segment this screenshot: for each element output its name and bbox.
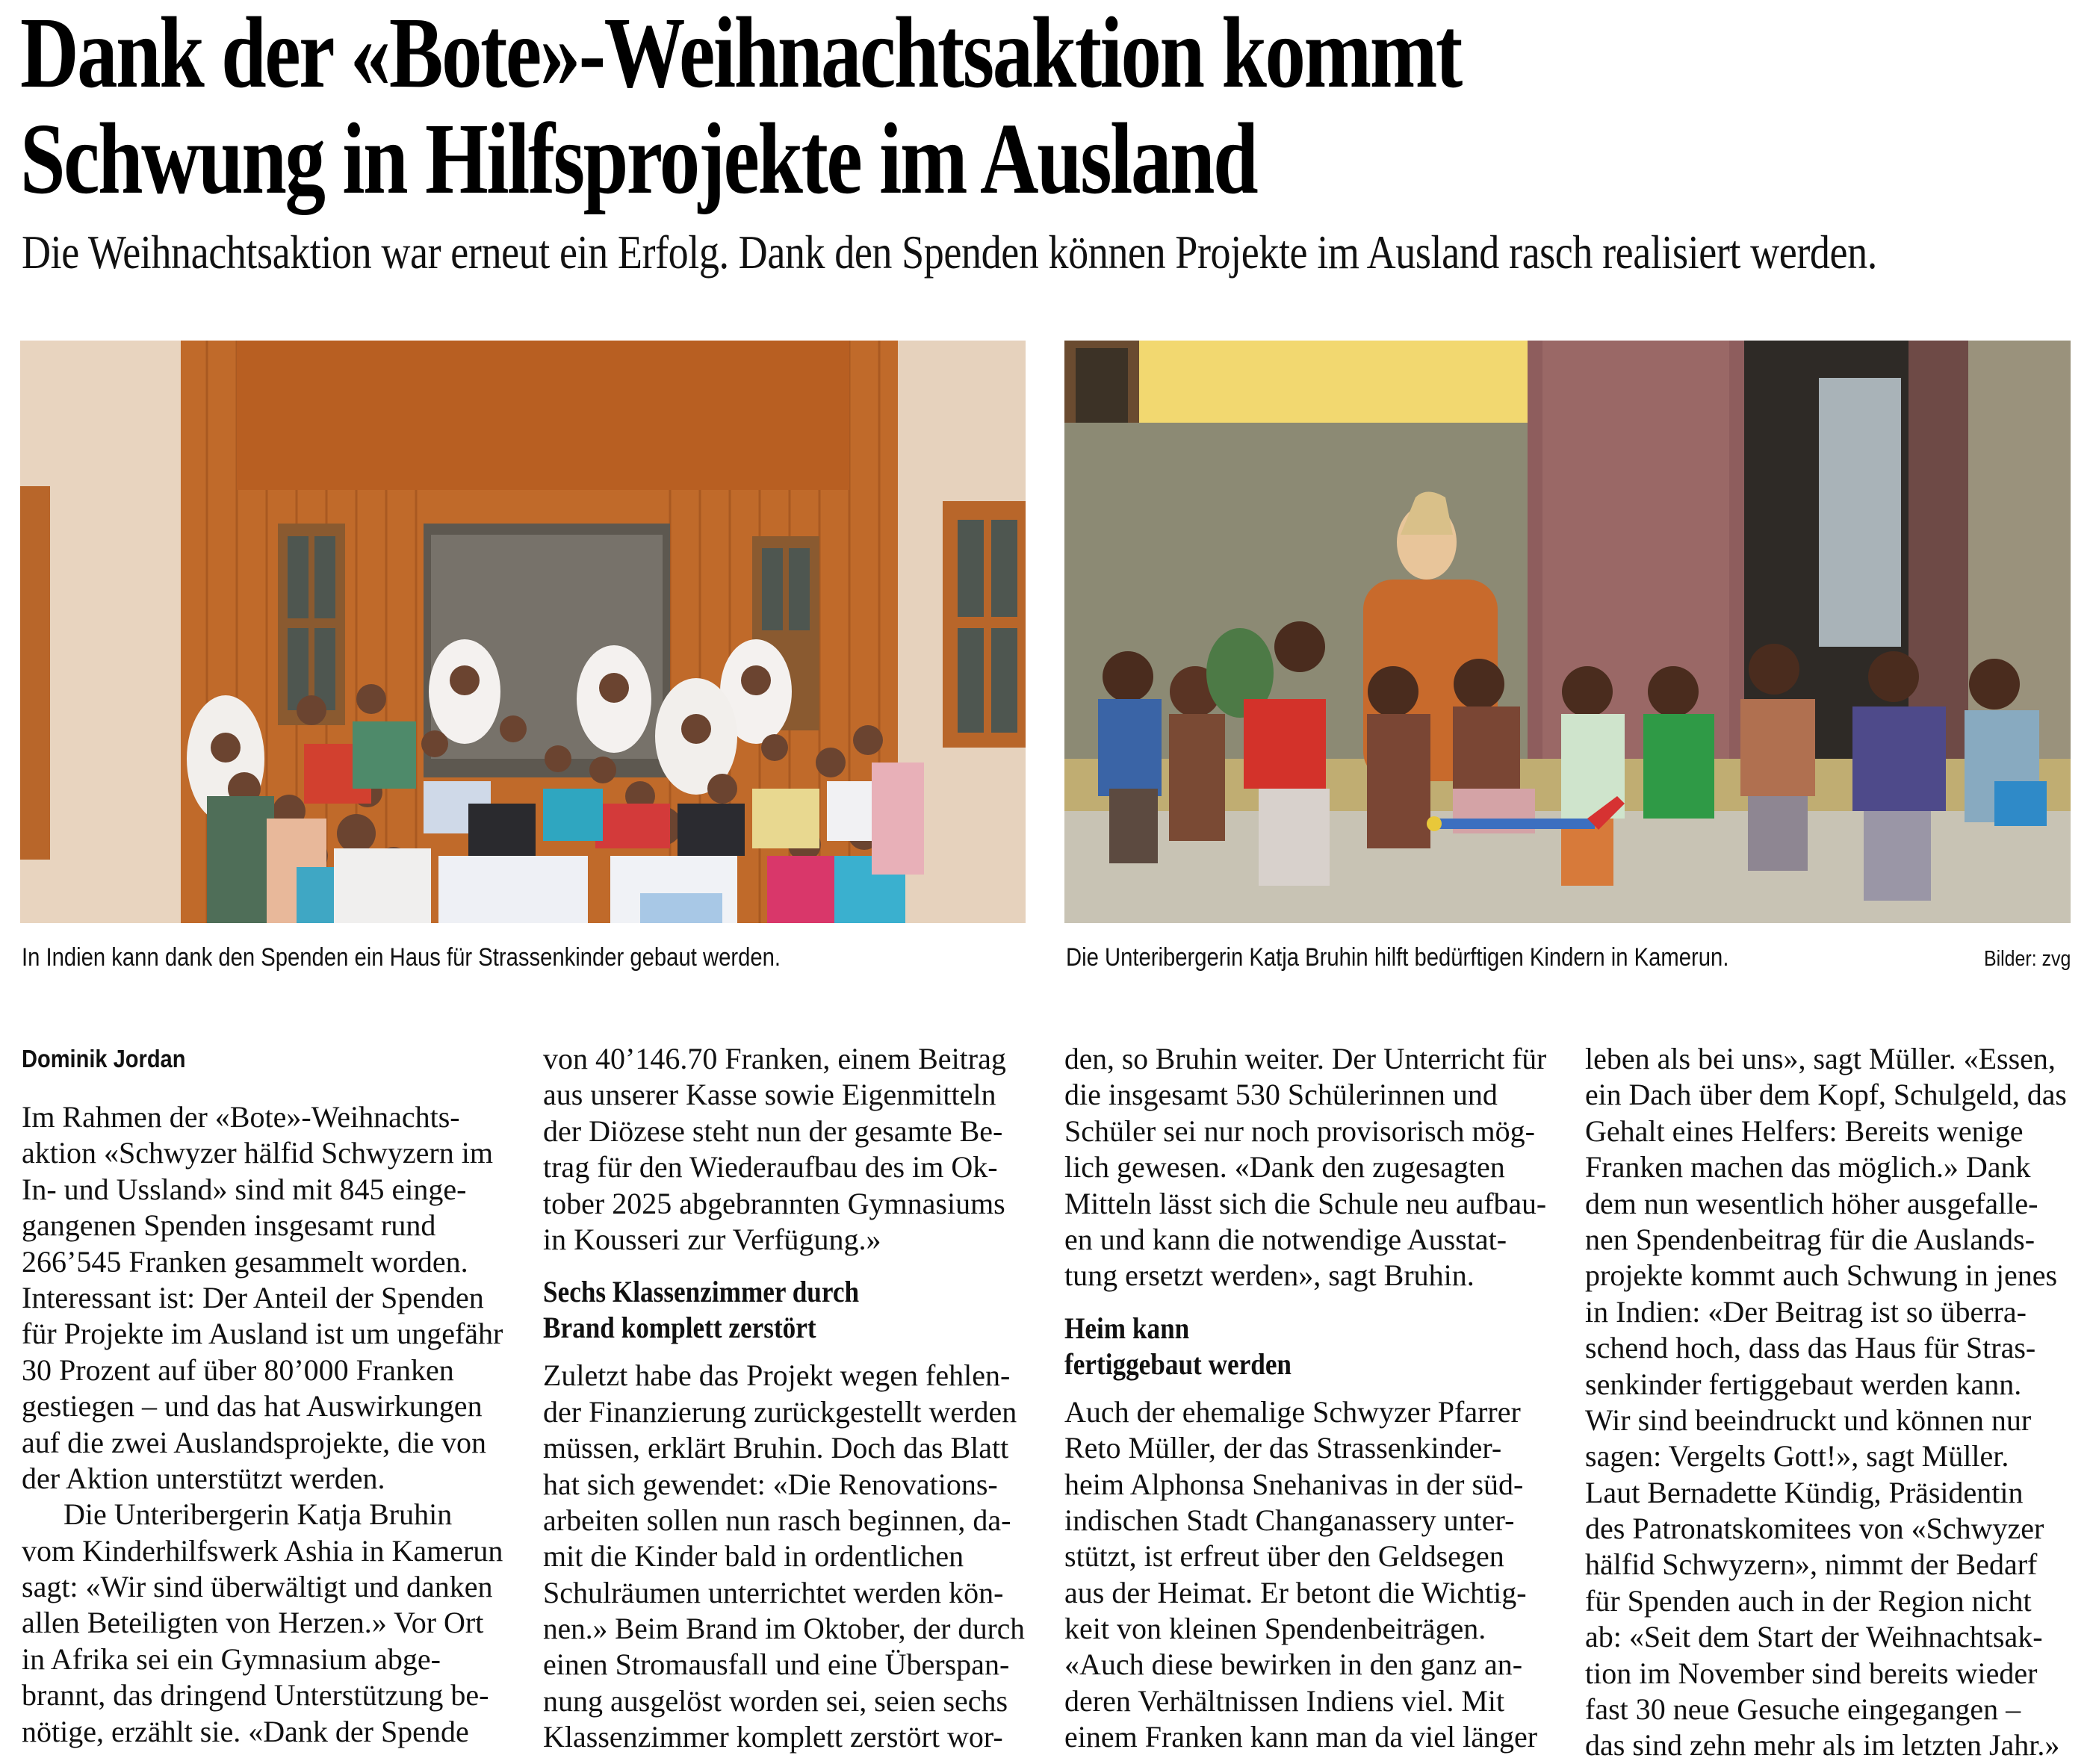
text-line: von 40’146.70 Franken, einem Beitrag [543,1042,1006,1075]
photo-credit: Bilder: zvg [1983,947,2071,971]
text-line: Reto Müller, der das Strassenkinder- [1064,1431,1502,1465]
headline-line-2: Schwung in Hilfsprojekte im Ausland [20,103,1257,215]
text-line: ab: «Seit dem Start der Weihnachtsak- [1585,1620,2043,1654]
text-line: der Diözese steht nun der gesamte Be- [543,1114,1003,1148]
text-line: «Auch diese bewirken in den ganz an- [1064,1647,1523,1682]
text-line: in Kousseri zur Verfügung.» [543,1222,881,1256]
text-line: die insgesamt 530 Schülerinnen und [1064,1078,1498,1112]
article-column-1 [22,1041,503,1750]
text-line: lich gewesen. «Dank den zugesagten [1064,1150,1505,1184]
text-line: aus der Heimat. Er betont die Wichtig- [1064,1575,1527,1609]
text-line: gangenen Spenden insgesamt rund [22,1208,436,1243]
text-line: sagen: Vergelts Gott!», sagt Müller. [1585,1439,2009,1473]
text-line: hat sich gewendet: «Die Renovations- [543,1467,998,1501]
article-headline [20,0,1669,215]
photo-india-caption: In Indien kann dank den Spenden ein Haus für Strassenkinder gebaut werden. [22,943,781,972]
text-line: arbeiten sollen nun rasch beginnen, da- [543,1503,1011,1537]
text-line: Mitteln lässt sich die Schule neu aufbau- [1064,1186,1547,1220]
text-line: projekte kommt auch Schwung in jenes [1585,1258,2058,1293]
text-line: Auch der ehemalige Schwyzer Pfarrer [1064,1394,1521,1429]
text-line: senkinder fertiggebaut werden kann. [1585,1367,2022,1401]
text-line: In- und Ussland» sind mit 845 einge- [22,1172,467,1206]
text-line: sagt: «Wir sind überwältigt und danken [22,1570,493,1604]
section-heading-classrooms: Sechs Klassenzimmer durch Brand komplett zerstört [543,1275,860,1345]
text-line: aktion «Schwyzer hälfid Schwyzern im [22,1136,493,1170]
article-column-3 [1064,1041,1546,1756]
text-line: Schulräumen unterrichtet werden kön- [543,1575,1004,1609]
text-line: 30 Prozent auf über 80’000 Franken [22,1352,454,1387]
headline-line-1: Dank der «Bote»-Weihnachtsaktion kommt [20,0,1461,109]
text-line: auf die zwei Auslandsprojekte, die von [22,1425,487,1459]
text-line: keit von kleinen Spendenbeiträgen. [1064,1612,1486,1646]
text-line: heim Alphonsa Snehanivas in der süd- [1064,1467,1524,1501]
text-line: Laut Bernadette Kündig, Präsidentin [1585,1475,2024,1509]
text-line: das sind zehn mehr als im letzten Jahr.» [1585,1728,2060,1763]
text-line: gestiegen – und das hat Auswirkungen [22,1389,483,1423]
photo-india-image [20,341,1026,923]
text-line: indischen Stadt Changanassery unter- [1064,1503,1515,1537]
text-line: mit die Kinder bald in ordentlichen [543,1539,964,1574]
author-byline: Dominik Jordan [22,1045,186,1072]
text-line: stützt, ist erfreut über den Geldsegen [1064,1539,1504,1574]
text-line: tober 2025 abgebrannten Gymnasiums [543,1186,1005,1220]
text-line: nen Spendenbeitrag für die Auslands- [1585,1222,2035,1256]
text-line: den, so Bruhin weiter. Der Unterricht für [1064,1042,1547,1075]
text-line: 266’545 Franken gesammelt worden. [22,1244,468,1279]
text-line: vom Kinderhilfswerk Ashia in Kamerun [22,1533,503,1568]
text-line: müssen, erklärt Bruhin. Doch das Blatt [543,1431,1009,1465]
text-line: der Aktion unterstützt werden. [22,1461,385,1495]
text-line: einen Stromausfall und eine Überspan- [543,1647,1010,1682]
text-line: Franken machen das möglich.» Dank [1585,1150,2031,1184]
text-line: nen.» Beim Brand im Oktober, der durch [543,1612,1025,1646]
photo-cameroon-image [1064,341,2071,923]
text-line: trag für den Wiederaufbau des im Ok- [543,1150,998,1184]
text-line: Im Rahmen der «Bote»-Weihnachts- [22,1100,460,1134]
text-line: Schüler sei nur noch provisorisch mög- [1064,1114,1535,1148]
photo-cameroon-caption: Die Unteribergerin Katja Bruhin hilft bedürftigen Kindern in Kamerun. [1066,943,1729,972]
text-line: Klassenzimmer komplett zerstört wor- [543,1720,1003,1754]
section-heading-home: Heim kann fertiggebaut werden [1064,1311,1292,1381]
photo-india-group [20,341,1026,923]
text-line: der Finanzierung zurückgestellt werden [543,1394,1017,1429]
text-line: Die Unteribergerin Katja Bruhin [63,1497,453,1532]
text-line: tung ersetzt werden», sagt Bruhin. [1064,1258,1475,1293]
text-line: tion im November sind bereits wieder [1585,1656,2038,1690]
text-line: allen Beteiligten von Herzen.» Vor Ort [22,1606,484,1640]
text-line: in Afrika sei ein Gymnasium abge- [22,1642,441,1676]
text-line: Interessant ist: Der Anteil der Spenden [22,1280,484,1314]
photo-cameroon-children [1064,341,2071,923]
text-line: nötige, erzählt sie. «Dank der Spende [22,1714,469,1748]
text-line: hälfid Schwyzern», nimmt der Bedarf [1585,1547,2038,1582]
article-column-2 [543,1041,1025,1756]
text-line: aus unserer Kasse sowie Eigenmitteln [543,1078,996,1112]
text-line: nung ausgelöst worden sei, seien sechs [543,1683,1008,1718]
text-line: einem Franken kann man da viel länger [1064,1720,1538,1754]
text-line: für Spenden auch in der Region nicht [1585,1583,2032,1618]
text-line: des Patronatskomitees von «Schwyzer [1585,1512,2044,1546]
text-line: für Projekte im Ausland ist um ungefähr [22,1317,503,1351]
text-line: schend hoch, dass das Haus für Stras- [1585,1331,2036,1365]
article-column-4 [1585,1041,2067,1764]
text-line: brannt, das dringend Unterstützung be- [22,1678,489,1712]
text-line: leben als bei uns», sagt Müller. «Essen, [1585,1042,2056,1075]
column-1-text [22,1099,503,1750]
text-line: en und kann die notwendige Ausstat- [1064,1222,1507,1256]
text-line: dem nun wesentlich höher ausgefalle- [1585,1186,2038,1220]
text-line: Gehalt eines Helfers: Bereits wenige [1585,1114,2024,1148]
article-lead: Die Weihnachtsaktion war erneut ein Erfolg. Dank den Spenden können Projekte im Ausland rasch realisiert werden. [22,226,1877,279]
text-line: in Indien: «Der Beitrag ist so überra- [1585,1294,2027,1329]
text-line: fast 30 neue Gesuche eingegangen – [1585,1692,2021,1727]
text-line: ein Dach über dem Kopf, Schulgeld, das [1585,1078,2067,1112]
text-line: deren Verhältnissen Indiens viel. Mit [1064,1683,1505,1718]
text-line: Zuletzt habe das Projekt wegen fehlen- [543,1358,1011,1393]
text-line: Wir sind beeindruckt und können nur [1585,1403,2032,1437]
